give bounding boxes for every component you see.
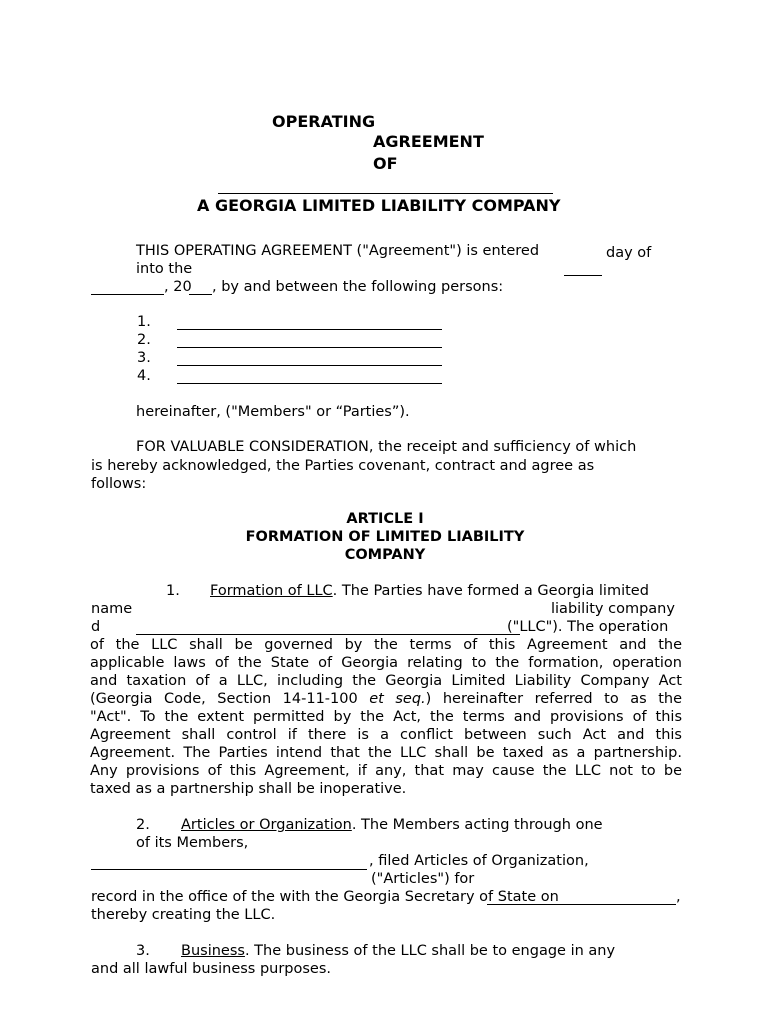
day-blank[interactable]	[564, 275, 602, 276]
article-title: FORMATION OF LIMITED LIABILITY	[245, 529, 525, 545]
section-1-line: Any provisions of this Agreement, if any, that may cause the LLC not to be	[90, 763, 682, 779]
section-2-number: 2.	[136, 817, 150, 833]
section-2-heading-row	[181, 816, 603, 834]
section-3-line-2: and all lawful business purposes.	[91, 961, 332, 977]
section-2-record: record in the office of the with the Georgia Secretary of State on	[91, 889, 559, 905]
section-2-title: Articles or Organization	[181, 817, 352, 833]
code-pre: (Georgia Code, Section 14-11-100	[90, 691, 370, 707]
hereinafter: hereinafter, ("Members" or “Parties”).	[136, 404, 410, 420]
section-3-heading-row	[181, 942, 615, 960]
filing-date-blank[interactable]	[487, 904, 676, 905]
section-1-line: of the LLC shall be governed by the terms of this Agreement and the	[90, 637, 682, 653]
section-1-liability-company: liability company	[551, 601, 675, 617]
section-1-last-line: taxed as a partnership shall be inoperative.	[90, 781, 407, 797]
title-line-3: OF	[373, 154, 398, 173]
person-number: 4.	[137, 368, 151, 384]
article-heading: ARTICLE I	[346, 511, 424, 527]
section-1-lead: . The Parties have formed a Georgia limited	[332, 583, 649, 599]
article-title-cont: COMPANY	[344, 547, 426, 563]
person-blank[interactable]	[177, 329, 442, 330]
person-blank[interactable]	[177, 347, 442, 348]
section-1-line: "Act". To the extent permitted by the Act, the terms and provisions of this	[90, 709, 682, 725]
section-1-body	[90, 636, 682, 798]
intro-part4: , by and between the following persons:	[212, 279, 504, 295]
section-3-lead: . The business of the LLC shall be to engage in any	[244, 943, 616, 959]
section-1-line: applicable laws of the State of Georgia relating to the formation, operation	[90, 655, 682, 671]
section-2-articles: ("Articles") for	[371, 871, 475, 887]
intro-part3: , 20	[164, 279, 192, 295]
subtitle: A GEORGIA LIMITED LIABILITY COMPANY	[197, 196, 561, 215]
llc-name-blank[interactable]	[136, 634, 520, 635]
person-number: 3.	[137, 350, 151, 366]
section-3-number: 3.	[136, 943, 150, 959]
section-1-line: and taxation of a LLC, including the Georgia Limited Liability Company Act	[90, 673, 682, 689]
section-1-number: 1.	[166, 583, 180, 599]
title-line-2: AGREEMENT	[373, 132, 484, 151]
title-line-1: OPERATING	[272, 112, 376, 131]
section-2-line-2: of its Members,	[136, 835, 249, 851]
section-2-lead: . The Members acting through one	[351, 817, 603, 833]
section-1-title: Formation of LLC	[210, 583, 333, 599]
section-2-creating: thereby creating the LLC.	[91, 907, 276, 923]
person-number: 1.	[137, 314, 151, 330]
company-name-blank[interactable]	[218, 193, 553, 194]
code-italic: et seq.	[369, 691, 426, 707]
section-2-filed: , filed Articles of Organization,	[369, 853, 589, 869]
person-blank[interactable]	[177, 383, 442, 384]
member-name-blank[interactable]	[91, 869, 367, 870]
section-1-line: Agreement shall control if there is a conflict between such Act and this	[90, 727, 682, 743]
year-blank[interactable]	[189, 294, 212, 295]
code-post: ) hereinafter referred to as the	[425, 691, 682, 707]
person-blank[interactable]	[177, 365, 442, 366]
person-number: 2.	[137, 332, 151, 348]
section-1-line: Agreement. The Parties intend that the LLC shall be taxed as a partnership.	[90, 745, 682, 761]
section-1-heading-row	[210, 582, 649, 600]
section-1-name-label: name	[91, 601, 133, 617]
consideration-line-3: follows:	[91, 476, 147, 492]
consideration-line-2: is hereby acknowledged, the Parties covenant, contract and agree as	[91, 458, 595, 474]
consideration-line-1: FOR VALUABLE CONSIDERATION, the receipt and sufficiency of which	[136, 439, 637, 455]
section-1-llc-label: ("LLC"). The operation	[507, 619, 669, 635]
intro-part2: into the	[136, 261, 193, 277]
section-1-d-label: d	[91, 619, 101, 635]
section-1-code-line	[90, 690, 682, 708]
intro-day-of: day of	[606, 245, 652, 261]
month-blank[interactable]	[91, 294, 164, 295]
intro-part1: THIS OPERATING AGREEMENT ("Agreement") is entered	[136, 243, 540, 259]
section-2-comma: ,	[676, 889, 681, 905]
section-3-title: Business	[181, 943, 245, 959]
